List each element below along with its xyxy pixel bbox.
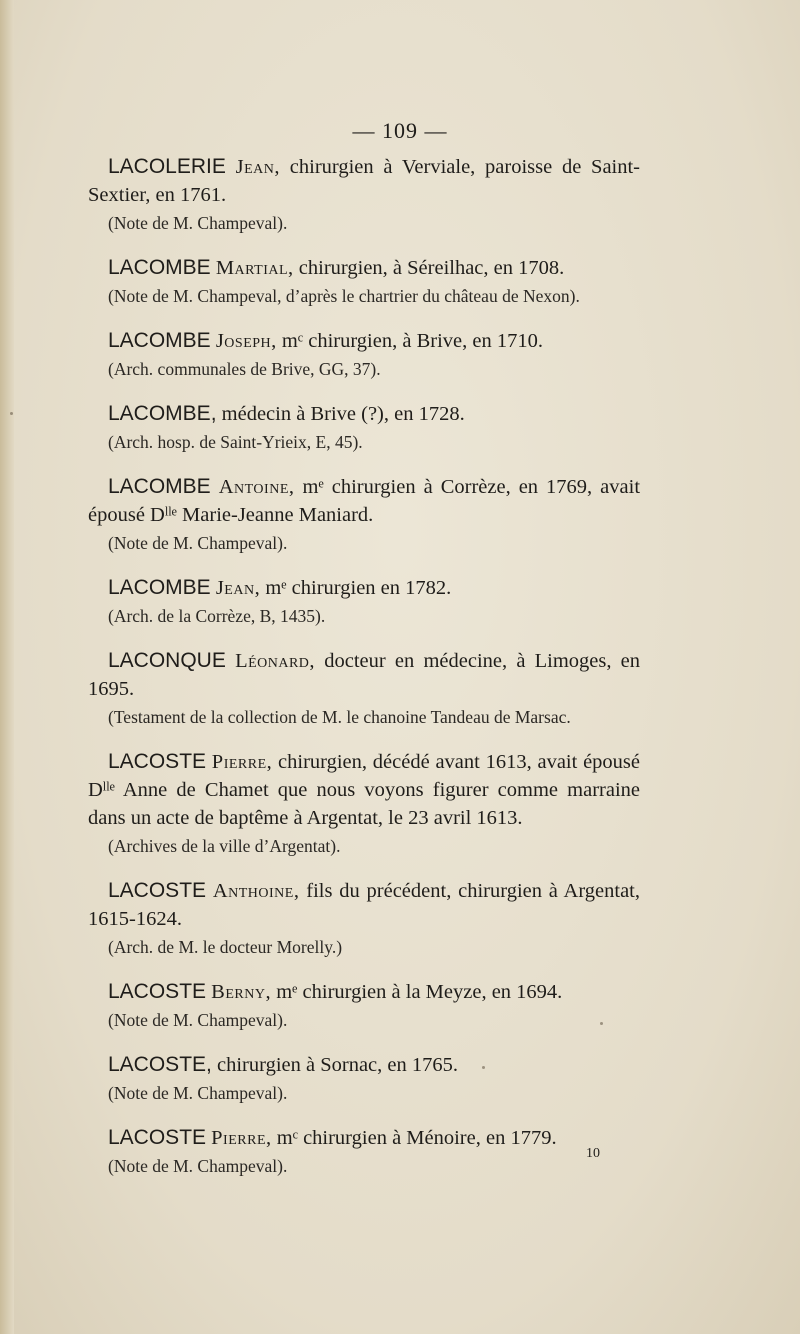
entry — [88, 327, 640, 381]
entry-description: chirurgien, à Séreilhac, en 1708. — [298, 257, 565, 279]
entry — [88, 978, 640, 1032]
entry-main-text — [88, 877, 640, 933]
entry — [88, 1124, 640, 1178]
entry-description: fils du précédent, chirurgien à Argentat, 1615-1624. — [88, 880, 641, 930]
entry-source-note: (Note de M. Champeval). — [108, 213, 288, 233]
entry-main-text — [88, 1124, 640, 1152]
entry-surname: LACOMBE, — [108, 402, 217, 425]
entry-description: docteur en médecine, à Limoges, en 1695. — [88, 650, 641, 700]
entry-description: mᶜ chirurgien à Ménoire, en 1779. — [276, 1127, 557, 1149]
entry-source-note: (Note de M. Champeval). — [108, 1083, 288, 1103]
page-edge — [0, 0, 14, 1334]
entry-surname: LACOLERIE — [108, 155, 226, 178]
entry-description: médecin à Brive (?), en 1728. — [221, 403, 465, 425]
entry-given-name: Martial, — [215, 257, 294, 279]
entry-source-note: (Testament de la collection de M. le chanoine Tandeau de Marsac. — [108, 707, 571, 727]
entry-source-note: (Note de M. Champeval). — [108, 533, 288, 553]
entry — [88, 153, 640, 235]
entry-description: chirurgien à Sornac, en 1765. — [217, 1054, 458, 1076]
entry-main-text — [88, 647, 640, 703]
entry-given-name: Jean, — [215, 577, 261, 599]
entry-given-name: Pierre, — [211, 1127, 272, 1149]
page-number: — 109 — — [352, 118, 448, 143]
entry-main-text — [88, 748, 640, 832]
entry-main-text — [88, 254, 640, 282]
entry-main-text — [88, 153, 640, 209]
entry — [88, 473, 640, 555]
entry-surname: LACOSTE — [108, 750, 207, 773]
entry-surname: LACOMBE — [108, 576, 211, 599]
entry-description: mᵉ chirurgien à la Meyze, en 1694. — [276, 981, 563, 1003]
entry-given-name: Berny, — [211, 981, 272, 1003]
entry-main-text — [88, 978, 640, 1006]
entries-list — [88, 153, 640, 1197]
entry-description: mᵉ chirurgien à Corrèze, en 1769, avait épousé Dˡˡᵉ Marie-Jeanne Maniard. — [88, 476, 641, 526]
entry-source-note: (Note de M. Champeval). — [108, 1010, 288, 1030]
entry-source-note: (Arch. de M. le docteur Morelly.) — [108, 937, 343, 957]
entry-description: mᶜ chirurgien, à Brive, en 1710. — [281, 330, 543, 352]
entry-main-text — [88, 473, 640, 529]
entry-given-name: Léonard, — [235, 650, 316, 672]
entry-given-name: Pierre, — [211, 751, 273, 773]
entry — [88, 254, 640, 308]
entry-source-note: (Archives de la ville d’Argentat). — [108, 836, 341, 856]
entry-main-text — [88, 327, 640, 355]
entry — [88, 647, 640, 729]
entry-given-name: Jean, — [235, 156, 281, 178]
entry-surname: LACOMBE — [108, 329, 211, 352]
entry-surname: LACOSTE — [108, 980, 207, 1003]
entry-source-note: (Arch. hosp. de Saint-Yrieix, E, 45). — [108, 432, 363, 452]
paper-speck — [600, 1022, 603, 1025]
entry-description: mᵉ chirurgien en 1782. — [265, 577, 452, 599]
entry-surname: LACOMBE — [108, 256, 211, 279]
entry-surname: LACONQUE — [108, 649, 226, 672]
signature-mark: 10 — [586, 1146, 600, 1161]
entry-surname: LACOSTE — [108, 879, 207, 902]
entry — [88, 877, 640, 959]
entry-source-note: (Note de M. Champeval, d’après le chartrier du château de Nexon). — [108, 286, 580, 306]
paper-speck — [10, 412, 13, 415]
entry-surname: LACOMBE — [108, 475, 211, 498]
paper-speck — [482, 1066, 485, 1069]
entry-surname: LACOSTE — [108, 1126, 207, 1149]
entry-source-note: (Note de M. Champeval). — [108, 1156, 288, 1176]
entry-given-name: Anthoine, — [212, 880, 300, 902]
entry — [88, 1051, 640, 1105]
entry-main-text — [88, 574, 640, 602]
entry-source-note: (Arch. de la Corrèze, B, 1435). — [108, 606, 326, 626]
entry-main-text — [88, 400, 640, 428]
entry-given-name: Antoine, — [218, 476, 295, 498]
entry-surname: LACOSTE, — [108, 1053, 212, 1076]
entry-main-text — [88, 1051, 640, 1079]
entry-source-note: (Arch. communales de Brive, GG, 37). — [108, 359, 381, 379]
entry-description: chirurgien à Verviale, paroisse de Saint-Sextier, en 1761. — [88, 156, 641, 206]
entry-description: chirurgien, décédé avant 1613, avait épousé Dˡˡᵉ Anne de Chamet que nous voyons figurer comme marraine dans un acte de baptême à Argentat, le 23 avril 1613. — [88, 751, 641, 829]
entry-given-name: Joseph, — [215, 330, 277, 352]
entry — [88, 748, 640, 858]
entry — [88, 574, 640, 628]
entry — [88, 400, 640, 454]
